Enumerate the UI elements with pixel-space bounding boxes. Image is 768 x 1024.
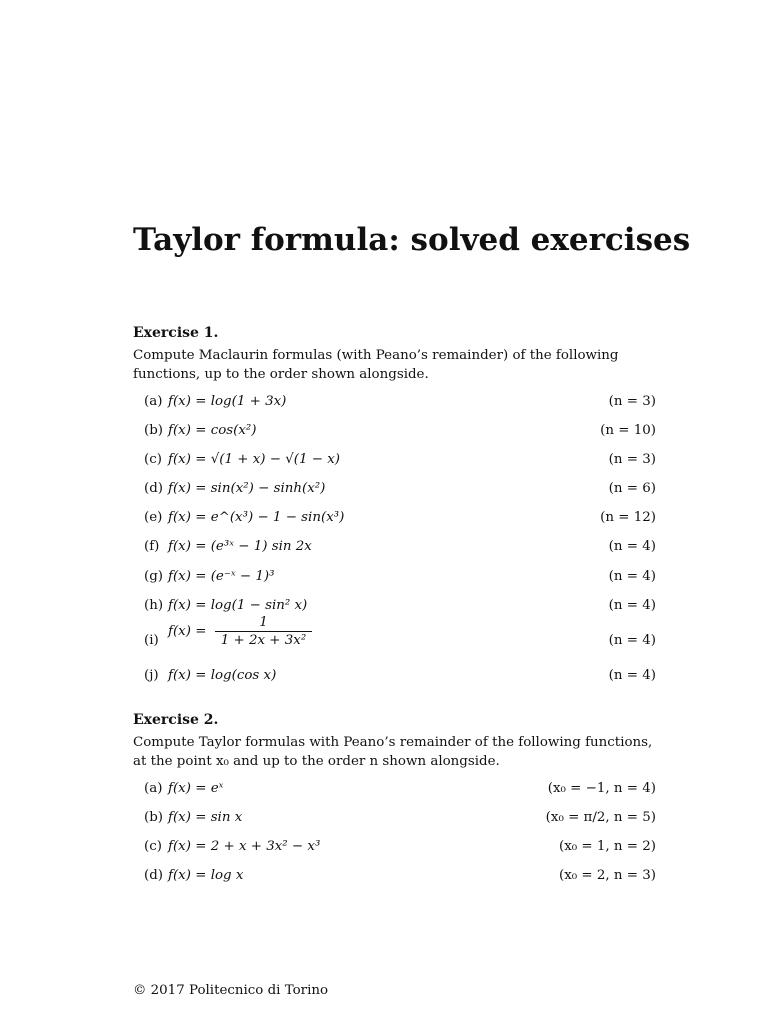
fraction-denominator: 1 + 2x + 3x²	[220, 633, 307, 648]
exercise-1-item-i	[133, 615, 656, 655]
item-order: (n = 12)	[600, 510, 656, 525]
fraction-numerator: 1	[215, 615, 313, 632]
item-function: f(x) = sin x	[168, 810, 243, 825]
item-label: (h)	[144, 598, 164, 613]
item-order: (n = 4)	[608, 633, 656, 648]
item-function: f(x) = 2 + x + 3x² − x³	[168, 839, 321, 854]
exercise-1-item-e	[133, 510, 656, 532]
item-label: (c)	[144, 839, 162, 854]
page-title: Taylor formula: solved exercises	[133, 222, 691, 258]
exercise-2-item-a	[133, 781, 656, 803]
item-function: f(x) = √(1 + x) − √(1 − x)	[168, 452, 340, 467]
exercise-2-item-c	[133, 839, 656, 861]
exercise-1-item-a	[133, 394, 656, 416]
document-page	[133, 0, 691, 1024]
item-order: (n = 3)	[608, 394, 656, 409]
item-label: (b)	[144, 423, 164, 438]
exercise-2-heading: Exercise 2.	[133, 712, 219, 728]
item-order: (n = 3)	[608, 452, 656, 467]
item-label: (a)	[144, 394, 163, 409]
exercise-1-item-c	[133, 452, 656, 474]
item-function: f(x) = log(cos x)	[168, 668, 277, 683]
exercise-1-item-g	[133, 569, 656, 591]
exercise-1-item-d	[133, 481, 656, 503]
item-function: f(x) = log(1 − sin² x)	[168, 598, 308, 613]
item-label: (j)	[144, 668, 159, 683]
item-label: (b)	[144, 810, 164, 825]
exercise-2-item-d	[133, 868, 656, 890]
function-prefix: f(x) =	[168, 624, 207, 639]
fraction	[215, 615, 313, 648]
item-order: (x₀ = 1, n = 2)	[558, 839, 656, 854]
item-order: (x₀ = 2, n = 3)	[558, 868, 656, 883]
exercise-2-item-b	[133, 810, 656, 832]
item-label: (d)	[144, 481, 164, 496]
exercise-1-heading: Exercise 1.	[133, 325, 219, 341]
item-function: f(x) = (e⁻ˣ − 1)³	[168, 569, 275, 584]
item-order: (x₀ = π/2, n = 5)	[545, 810, 656, 825]
item-label: (i)	[144, 633, 159, 648]
item-label: (c)	[144, 452, 162, 467]
item-function: f(x) = sin(x²) − sinh(x²)	[168, 481, 326, 496]
item-order: (n = 4)	[608, 598, 656, 613]
exercise-1-item-f	[133, 539, 656, 561]
item-function: f(x) = log(1 + 3x)	[168, 394, 287, 409]
item-function	[168, 615, 312, 648]
exercise-1-intro: Compute Maclaurin formulas (with Peano’s remainder) of the following functions, up to the order shown alongside.	[133, 348, 619, 382]
item-order: (x₀ = −1, n = 4)	[547, 781, 656, 796]
exercise-1-item-j	[133, 668, 656, 690]
item-function: f(x) = eˣ	[168, 781, 224, 796]
item-order: (n = 4)	[608, 668, 656, 683]
item-function: f(x) = (e³ˣ − 1) sin 2x	[168, 539, 312, 554]
exercise-2-intro: Compute Taylor formulas with Peano’s remainder of the following functions, at the point x₀ and up to the order n shown alongside.	[133, 735, 653, 769]
item-label: (d)	[144, 868, 164, 883]
copyright-footer: © 2017 Politecnico di Torino	[133, 983, 329, 998]
item-function: f(x) = e^(x³) − 1 − sin(x³)	[168, 510, 345, 525]
item-order: (n = 10)	[600, 423, 656, 438]
item-order: (n = 4)	[608, 539, 656, 554]
item-label: (f)	[144, 539, 160, 554]
item-label: (e)	[144, 510, 163, 525]
item-label: (a)	[144, 781, 163, 796]
item-label: (g)	[144, 569, 164, 584]
item-order: (n = 4)	[608, 569, 656, 584]
item-function: f(x) = cos(x²)	[168, 423, 257, 438]
item-function: f(x) = log x	[168, 868, 244, 883]
exercise-1-item-b	[133, 423, 656, 445]
item-order: (n = 6)	[608, 481, 656, 496]
